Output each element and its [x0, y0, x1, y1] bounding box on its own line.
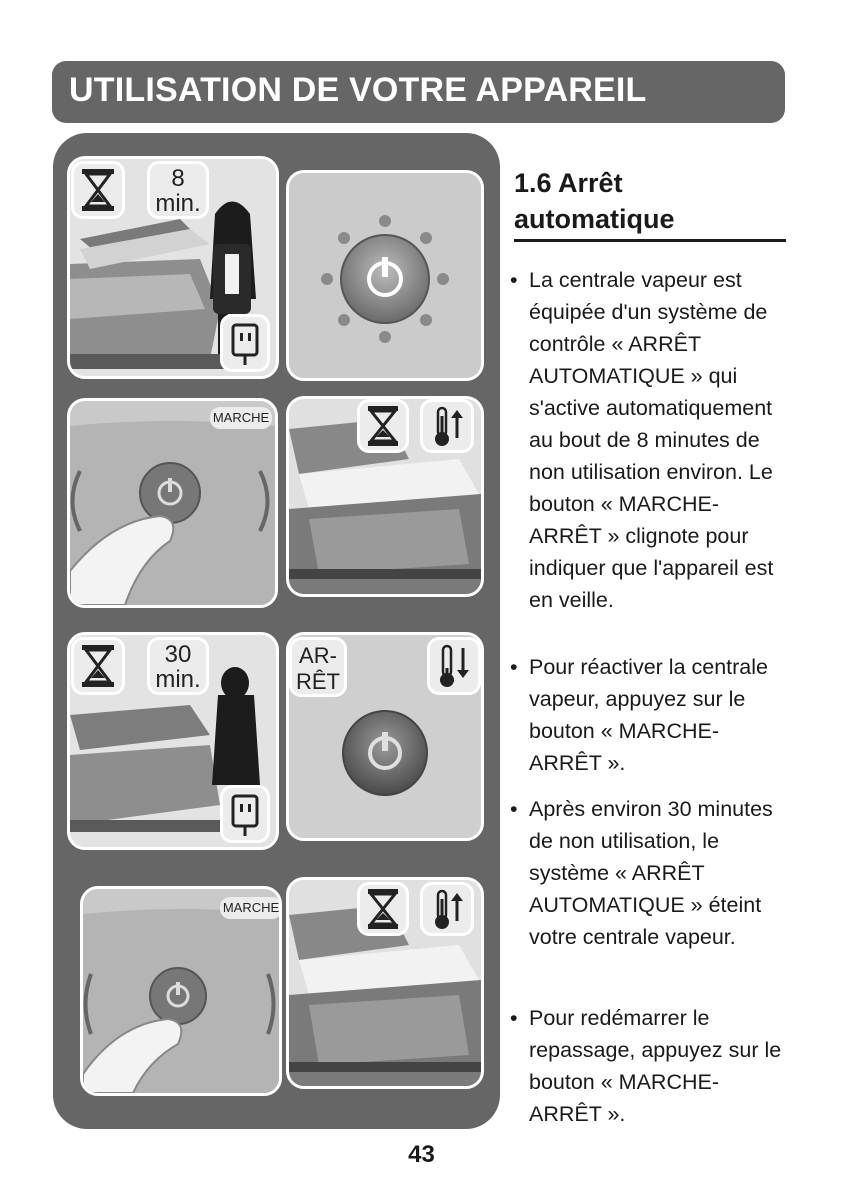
tile-blinking-button [286, 170, 484, 381]
tile-off-state [286, 632, 484, 841]
bullet-text: Après environ 30 minutes de non utilisation, le système « ARRÊT AUTOMATIQUE » éteint votre centrale vapeur. [529, 797, 773, 949]
timer-unit: min. [155, 190, 201, 217]
tile-heating-iron-1 [286, 396, 484, 597]
timer-unit: min. [155, 666, 201, 693]
marche-label: MARCHE [220, 897, 282, 919]
arret-badge [289, 637, 347, 697]
section-header [52, 61, 785, 123]
bullet-text: La centrale vapeur est équipée d'un système de contrôle « ARRÊT AUTOMATIQUE » qui s'active automatiquement au bout de 8 minutes de non utilisation environ. Le bouton « MARCHE-ARRÊT » clignote pour indiquer que l'appareil est en veille. [529, 268, 774, 612]
bullet-item [510, 651, 790, 779]
bullet-dot: • [510, 1006, 518, 1030]
tile-press-button-2 [80, 886, 282, 1096]
section-title-line1: 1.6 Arrêt [514, 168, 623, 198]
arret-line2: RÊT [296, 669, 340, 694]
bullet-item [510, 1002, 790, 1130]
tile-idle-iron-30 [67, 632, 279, 850]
section-title [514, 165, 786, 237]
press-power-button-illustration [70, 401, 275, 605]
bullet-dot: • [510, 268, 518, 292]
header-title: UTILISATION DE VOTRE APPAREIL [69, 71, 647, 109]
tile-press-button-1 [67, 398, 278, 608]
section-title-line2: automatique [514, 204, 675, 234]
plug-icon [220, 785, 270, 843]
timer-value: 30 [164, 641, 192, 668]
temperature-rising-icon [420, 399, 474, 453]
timer-badge-8min [147, 161, 209, 219]
blinking-power-button-illustration [289, 173, 481, 378]
timer-badge-30min [147, 637, 209, 695]
hourglass-icon [357, 399, 409, 453]
press-power-button-illustration-2 [83, 889, 279, 1093]
illustration-panel [53, 133, 500, 1129]
title-underline [514, 239, 786, 242]
page-number: 43 [408, 1141, 435, 1168]
bullet-text: Pour redémarrer le repassage, appuyez sur le bouton « MARCHE-ARRÊT ». [529, 1006, 782, 1126]
plug-icon [220, 314, 270, 372]
bullet-dot: • [510, 655, 518, 679]
temperature-rising-icon [420, 882, 474, 936]
bullet-dot: • [510, 797, 518, 821]
hourglass-icon [71, 161, 125, 219]
tile-heating-iron-2 [286, 877, 484, 1089]
bullet-item [510, 793, 790, 953]
temperature-falling-icon [427, 637, 481, 695]
tile-idle-iron [67, 156, 279, 379]
arret-line1: AR- [299, 643, 337, 668]
marche-label: MARCHE [210, 407, 272, 429]
bullet-text: Pour réactiver la centrale vapeur, appuyez sur le bouton « MARCHE-ARRÊT ». [529, 655, 768, 775]
timer-value: 8 [171, 165, 185, 192]
hourglass-icon [357, 882, 409, 936]
hourglass-icon [71, 637, 125, 695]
bullet-item [510, 264, 790, 616]
